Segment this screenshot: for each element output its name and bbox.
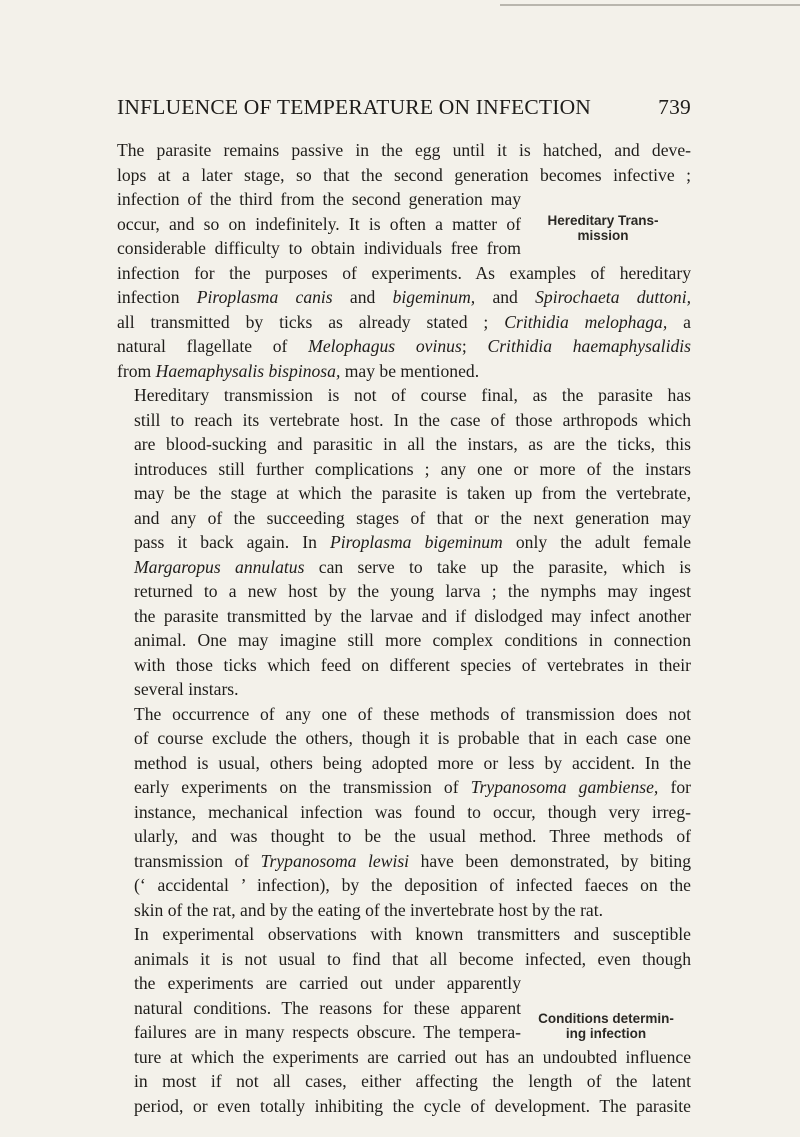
text-line: The parasite remains passive in the egg until it is hatched, and deve- [117,140,691,160]
text-line: The occurrence of any one of these methods of transmission does not [134,703,691,724]
text-line: failures are in many respects obscure. The tempera- [134,1022,521,1042]
text-line: of course exclude the others, though it is probable that in each case one [134,728,691,748]
text-line: lops at a later stage, so that the second generation becomes infective ; [117,164,691,185]
text-line: considerable difficulty to obtain individuals free from [117,238,521,258]
text-line: are blood-sucking and parasitic in all the instars, as are the ticks, this [134,434,691,454]
text-line: infection for the purposes of experiments. As examples of hereditary [117,262,691,283]
text-line: method is usual, others being adopted more or less by accident. In the [134,752,691,773]
text-line: transmission of Trypanosoma lewisi have been demonstrated, by biting [134,850,691,871]
paragraph-2 [117,383,691,702]
margin-note-line: Conditions determin- [538,1011,674,1026]
text-line: several instars. [134,679,239,699]
text-line: (‘ accidental ’ infection), by the deposition of infected faeces on the [134,875,691,895]
text-line: ularly, and was thought to be the usual method. Three methods of [134,826,691,846]
text-line: introduces still further complications ; any one or more of the instars [134,458,691,479]
text-line: natural flagellate of Melophagus ovinus; Crithidia haemaphysalidis [117,336,691,356]
text-line: the experiments are carried out under apparently [134,973,521,993]
text-line: pass it back again. In Piroplasma bigeminum only the adult female [134,532,692,552]
text-line: in most if not all cases, either affecting the length of the latent [134,1071,691,1091]
text-line: with those ticks which feed on different species of vertebrates in their [134,654,691,675]
text-line: still to reach its vertebrate host. In the case of those arthropods which [134,409,691,430]
page-number: 739 [658,95,691,119]
paragraph-4 [117,922,691,1118]
text-line: from Haemaphysalis bispinosa, may be mentioned. [117,360,480,381]
text-line: all transmitted by ticks as already stated ; Crithidia melophaga, a [117,311,691,332]
text-line: animal. One may imagine still more complex conditions in connection [134,630,691,650]
text-line: skin of the rat, and by the eating of the invertebrate host by the rat. [134,899,604,920]
running-title: INFLUENCE OF TEMPERATURE ON INFECTION [117,95,592,119]
text-line: Margaropus annulatus can serve to take up the parasite, which is [134,556,691,577]
text-line: ture at which the experiments are carried out has an undoubted influence [134,1046,691,1067]
text-line: Hereditary transmission is not of course final, as the parasite has [134,385,691,405]
margin-note-line: Hereditary Trans- [547,213,659,228]
text-line: infection of the third from the second generation may [117,189,521,209]
margin-note-line: ing infection [565,1026,647,1041]
text-line: and any of the succeeding stages of that or the next generation may [134,507,691,528]
margin-note-line: mission [577,228,629,243]
paragraph-3 [117,702,691,923]
text-line: the parasite transmitted by the larvae and if dislodged may infect another [134,605,691,626]
text-line: returned to a new host by the young larva ; the nymphs may ingest [134,581,691,601]
text-line: instance, mechanical infection was found to occur, though very irreg- [134,801,691,822]
text-line: In experimental observations with known transmitters and susceptible [134,924,691,944]
text-line: animals it is not usual to find that all become infected, even though [134,948,691,969]
text-line: period, or even totally inhibiting the cycle of development. The parasite [134,1095,691,1116]
body-text [117,138,691,1118]
page-edge-line [500,4,800,6]
text-line: occur, and so on indefinitely. It is often a matter of [117,213,521,234]
text-line: infection Piroplasma canis and bigeminum, and Spirochaeta duttoni, [117,287,692,307]
text-line: natural conditions. The reasons for these apparent [134,997,521,1018]
text-line: early experiments on the transmission of Trypanosoma gambiense, for [134,777,691,797]
text-line: may be the stage at which the parasite is taken up from the vertebrate, [134,483,691,503]
paragraph-1 [117,138,691,383]
